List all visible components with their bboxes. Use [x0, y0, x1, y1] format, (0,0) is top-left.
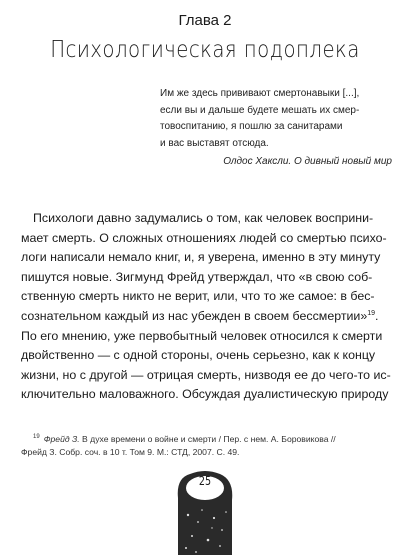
body-line: мает смерть. О сложных отношениях людей со смертью психо-: [21, 230, 387, 245]
page-number: 25: [198, 474, 212, 488]
body-line: двойственно — с одной стороны, очень серьезно, как к концу: [21, 348, 376, 363]
footnote-line: [21, 433, 398, 446]
body-line: логи написали немало книг, и, я уверена, именно в эту минуту: [21, 250, 381, 265]
epigraph: [160, 86, 392, 167]
body-text: [21, 209, 398, 405]
footnote-number: 19: [33, 434, 40, 441]
body-line: ключительно маловажного. Обсуждая дуалистическую природу: [21, 387, 389, 402]
epigraph-line: и вас выставят отсюда.: [160, 137, 269, 149]
epigraph-line: товоспитанию, я пошлю за санитарами: [160, 121, 343, 132]
chapter-label: Глава 2: [178, 12, 232, 29]
chapter-title: Психологическая подоплека: [50, 37, 360, 63]
body-line: жизни, но с другой — отрицая смерть, низводя ее до чего-то ис-: [21, 367, 391, 382]
epigraph-source: Олдос Хаксли. О дивный новый мир: [223, 156, 392, 167]
footnote-author: Фрейд З.: [43, 434, 80, 444]
body-line: Психологи давно задумались о том, как человек восприни-: [33, 211, 374, 225]
body-line: пишутся новые. Зигмунд Фрейд утверждал, что «в свою соб-: [21, 269, 373, 284]
body-line: сознательном каждый из нас убежден в своем бессмертии»$^{19}$.: [21, 308, 379, 323]
footnote-reference[interactable]: 19: [367, 309, 376, 317]
body-line: По его мнению, уже первобытный человек относился к смерти: [21, 328, 383, 343]
footnote-text: В духе времени о войне и смерти / Пер. с нем. А. Боровикова //: [79, 434, 336, 444]
body-line: ственную смерть никто не верит, или, что то же самое: в бес-: [21, 289, 375, 304]
epigraph-line: Им же здесь прививают смертонавыки [...],: [160, 88, 360, 99]
footnote: [21, 433, 398, 459]
epigraph-line: если вы и дальше будете мешать их смер-: [160, 104, 360, 116]
footnote-line: Фрейд З. Собр. соч. в 10 т. Том 9. М.: СТД, 2007. С. 49.: [21, 447, 240, 457]
body-line-text: сознательном каждый из нас убежден в своем бессмертии»: [21, 308, 368, 323]
